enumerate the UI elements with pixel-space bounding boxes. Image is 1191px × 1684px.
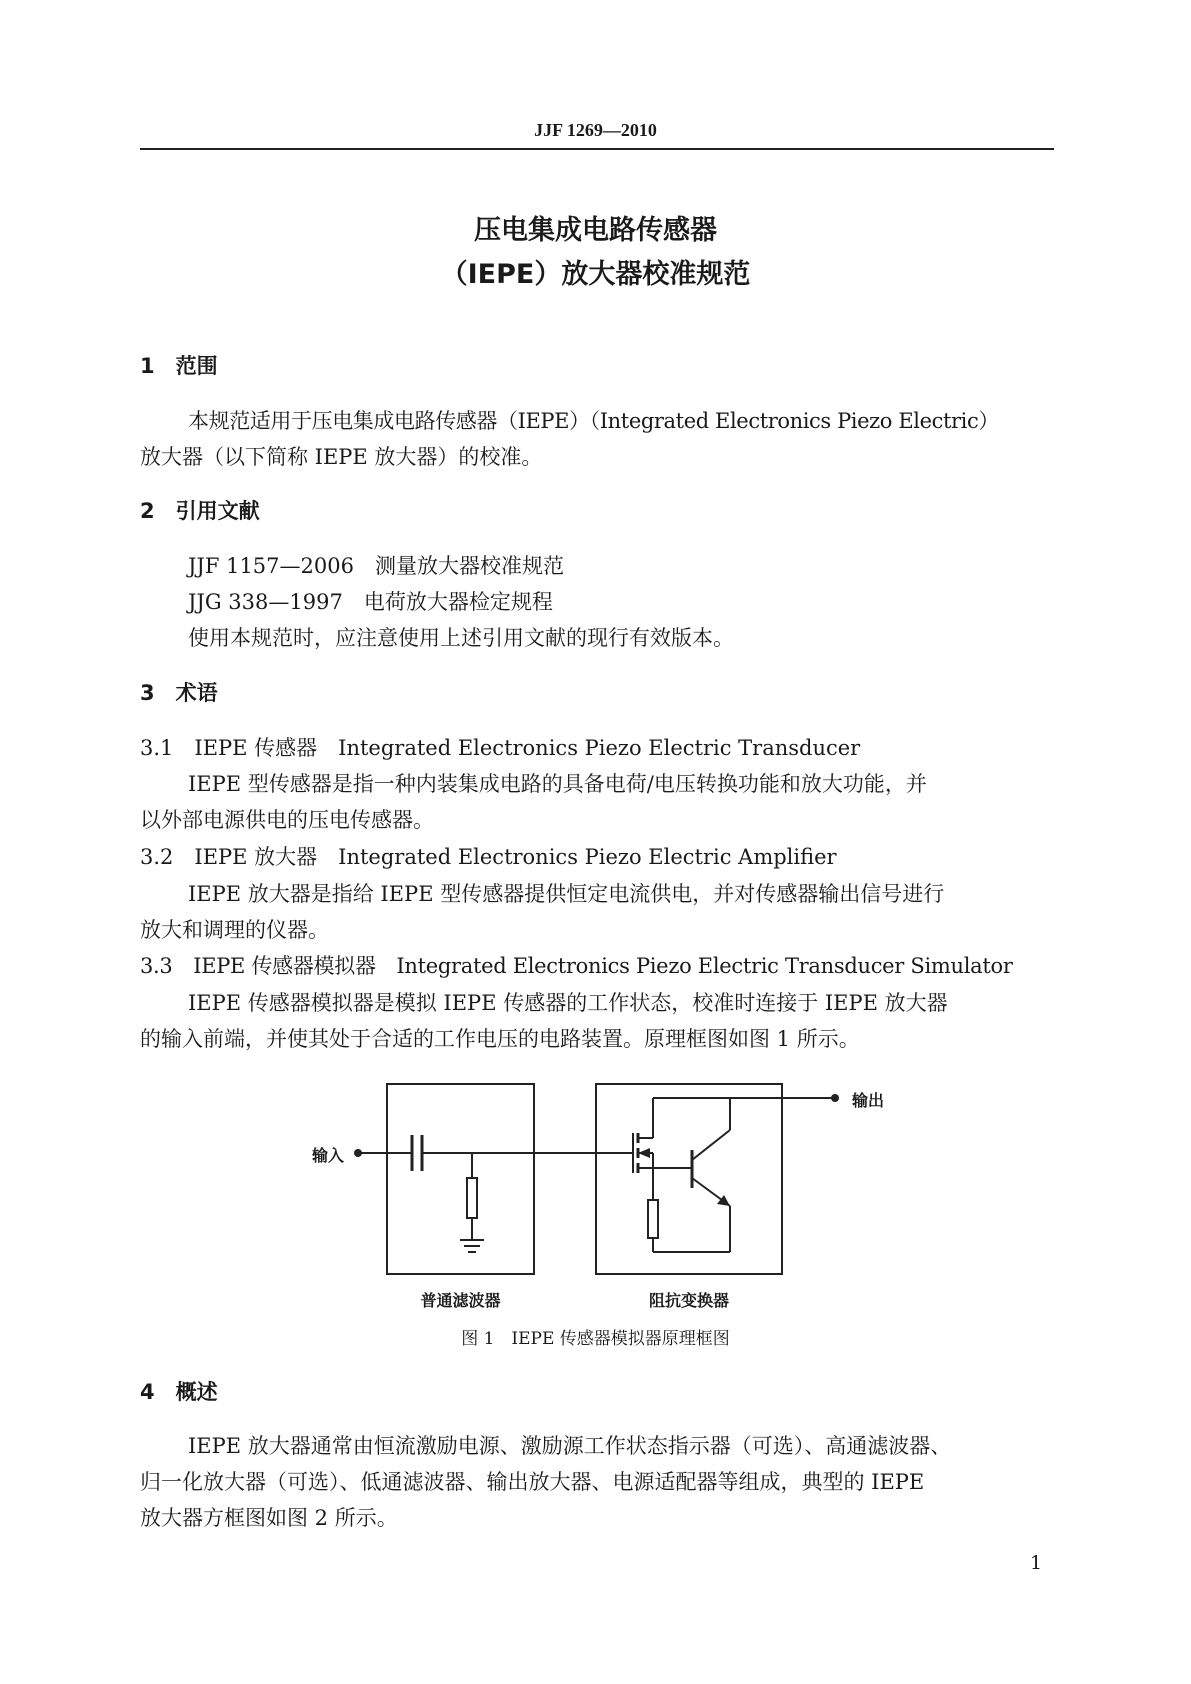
- filter-box: [387, 1084, 534, 1274]
- term-3-3-title: 3.3 IEPE 传感器模拟器 Integrated Electronics Piezo Electric Transducer Simulator: [140, 954, 1013, 978]
- figure-filter-label: 普通滤波器: [420, 1291, 501, 1310]
- term-3-3-line-2: 的输入前端，并使其处于合适的工作电压的电路装置。原理框图如图 1 所示。: [140, 1027, 860, 1051]
- figure-input-label: 输入: [312, 1146, 345, 1165]
- term-3-3-line-1: IEPE 传感器模拟器是模拟 IEPE 传感器的工作状态，校准时连接于 IEPE 放大器: [188, 991, 948, 1015]
- section-3-heading: 3 术语: [140, 681, 218, 705]
- reference-1: JJF 1157—2006 测量放大器校准规范: [188, 554, 564, 578]
- document-title-line2: （IEPE）放大器校准规范: [440, 259, 751, 290]
- section-1-heading: 1 范围: [140, 354, 218, 378]
- term-3-1-line-1: IEPE 型传感器是指一种内装集成电路的具备电荷/电压转换功能和放大功能，并: [188, 772, 927, 796]
- term-3-2-title: 3.2 IEPE 放大器 Integrated Electronics Piezo Electric Amplifier: [140, 845, 837, 869]
- term-3-1-title: 3.1 IEPE 传感器 Integrated Electronics Piezo Electric Transducer: [140, 736, 861, 760]
- section-2-heading: 2 引用文献: [140, 499, 260, 523]
- section-4-line-2: 归一化放大器（可选）、低通滤波器、输出放大器、电源适配器等组成，典型的 IEPE: [140, 1470, 925, 1494]
- filter-resistor: [467, 1178, 477, 1218]
- document-title-line1: 压电集成电路传感器: [474, 215, 717, 246]
- impedance-converter-box: [596, 1084, 782, 1274]
- section-1-line-2: 放大器（以下简称 IEPE 放大器）的校准。: [140, 445, 543, 469]
- section-4-line-1: IEPE 放大器通常由恒流激励电源、激励源工作状态指示器（可选）、高通滤波器、: [188, 1434, 952, 1458]
- page-number: 1: [1030, 1552, 1043, 1574]
- figure-output-label: 输出: [852, 1091, 885, 1110]
- section-4-heading: 4 概述: [140, 1380, 218, 1404]
- section-1-line-1: 本规范适用于压电集成电路传感器（IEPE）（Integrated Electronics Piezo Electric）: [188, 409, 999, 433]
- figure-1-caption: 图 1 IEPE 传感器模拟器原理框图: [461, 1329, 730, 1349]
- term-3-2-line-1: IEPE 放大器是指给 IEPE 型传感器提供恒定电流供电，并对传感器输出信号进行: [188, 882, 945, 906]
- reference-2: JJG 338—1997 电荷放大器检定规程: [188, 590, 553, 614]
- running-header: JJF 1269—2010: [534, 120, 657, 140]
- figure-converter-label: 阻抗变换器: [648, 1291, 729, 1310]
- reference-note: 使用本规范时，应注意使用上述引用文献的现行有效版本。: [188, 626, 734, 650]
- section-4-line-3: 放大器方框图如图 2 所示。: [140, 1506, 398, 1530]
- term-3-1-line-2: 以外部电源供电的压电传感器。: [140, 808, 434, 832]
- term-3-2-line-2: 放大和调理的仪器。: [140, 918, 329, 942]
- emitter-resistor: [648, 1200, 658, 1238]
- output-terminal: [831, 1094, 839, 1102]
- input-terminal: [354, 1149, 362, 1157]
